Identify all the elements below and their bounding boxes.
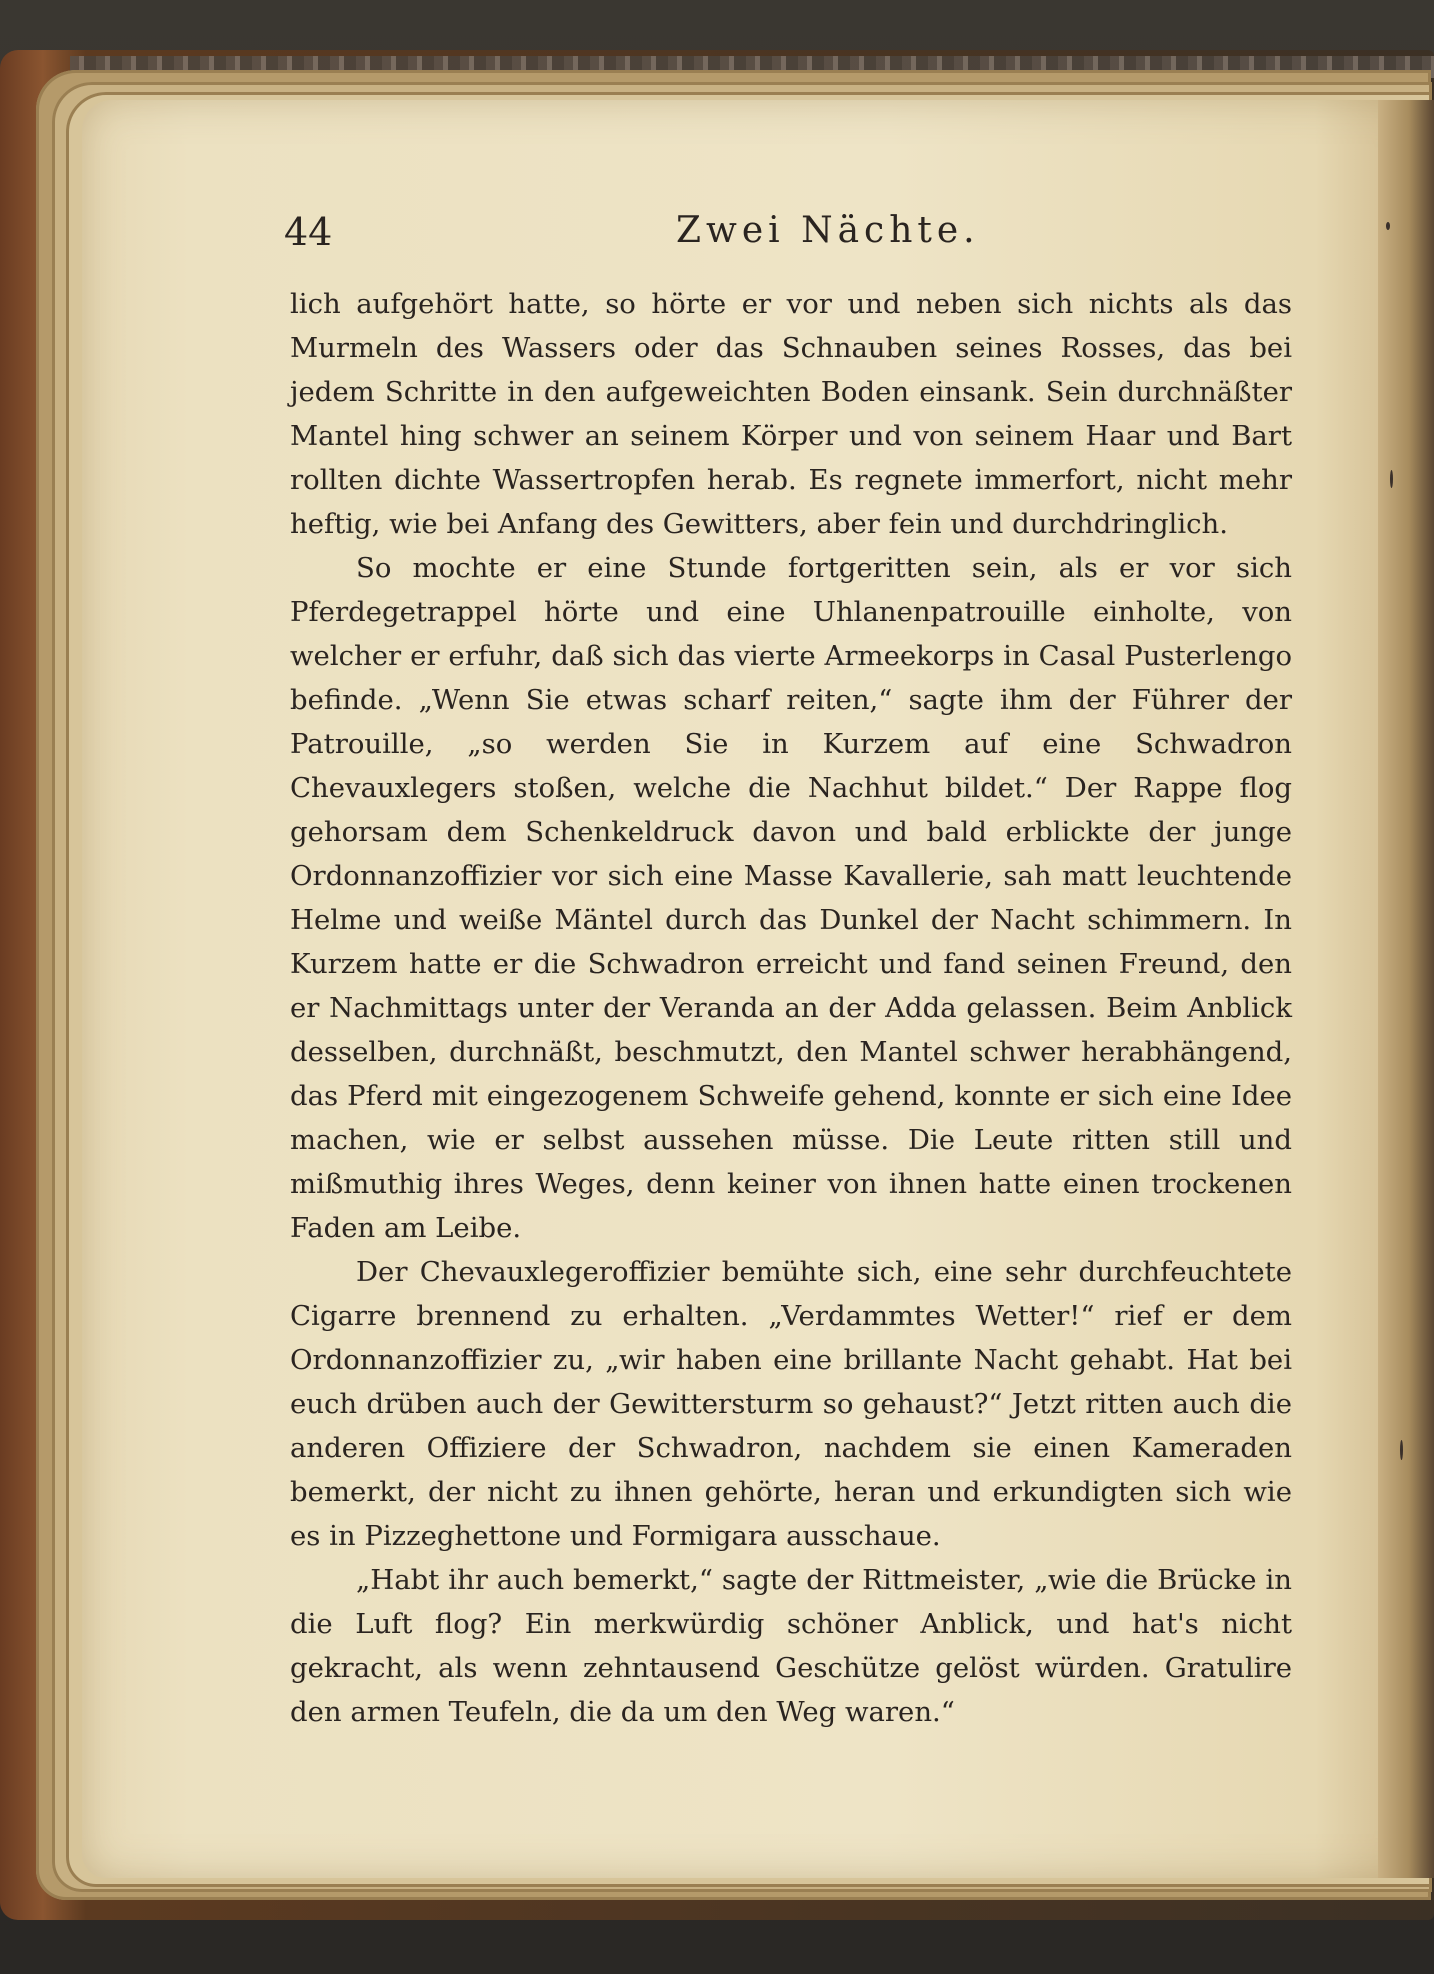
paragraph: „Habt ihr auch bemerkt,“ sagte der Rittmeister, „wie die Brücke in die Luft flog? Ein merkwürdig schöner Anblick, und hat's nicht gekracht, als wenn zehntausend Geschütze gelöst würden. Gratulire den armen Teufeln, die da um den Weg waren.“ (290, 1564, 1292, 1728)
page-number: 44 (284, 210, 333, 254)
body-text (290, 282, 1292, 1734)
page-header (284, 210, 1294, 270)
ink-spot (1386, 222, 1390, 230)
ink-spot (1390, 470, 1393, 488)
book-gutter (1378, 100, 1434, 1878)
paragraph: So mochte er eine Stunde fortgeritten sein, als er vor sich Pferdegetrappel hörte und eine Uhlanenpatrouille einholte, von welcher er erfuhr, daß sich das vierte Armeekorps in Casal Pusterlengo befinde. „Wenn Sie etwas scharf reiten,“ sagte ihm der Führer der Patrouille, „so werden Sie in Kurzem auf eine Schwadron Chevauxlegers stoßen, welche die Nachhut bildet.“ Der Rappe flog gehorsam dem Schenkeldruck davon und bald erblickte der junge Ordonnanzoffizier vor sich eine Masse Kavallerie, sah matt leuchtende Helme und weiße Mäntel durch das Dunkel der Nacht schimmern. In Kurzem hatte er die Schwadron erreicht und fand seinen Freund, den er Nachmittags unter der Veranda an der Adda gelassen. Beim Anblick desselben, durchnäßt, beschmutzt, den Mantel schwer herabhängend, das Pferd mit eingezogenem Schweife gehend, konnte er sich eine Idee machen, wie er selbst aussehen müsse. Die Leute ritten still und mißmuthig ihres Weges, denn keiner von ihnen hatte einen trockenen Faden am Leibe. (290, 552, 1292, 1244)
paragraph: lich aufgehört hatte, so hörte er vor und neben sich nichts als das Murmeln des Wassers oder das Schnauben seines Rosses, das bei jedem Schritte in den aufgeweichten Boden einsank. Sein durchnäßter Mantel hing schwer an seinem Körper und von seinem Haar und Bart rollten dichte Wassertropfen herab. Es regnete immerfort, nicht mehr heftig, wie bei Anfang des Gewitters, aber fein und durchdringlich. (290, 288, 1292, 540)
running-title: Zwei Nächte. (676, 210, 980, 251)
paragraph: Der Chevauxlegeroffizier bemühte sich, eine sehr durchfeuchtete Cigarre brennend zu erhalten. „Verdammtes Wetter!“ rief er dem Ordonnanzoffizier zu, „wir haben eine brillante Nacht gehabt. Hat bei euch drüben auch der Gewittersturm so gehaust?“ Jetzt ritten auch die anderen Offiziere der Schwadron, nachdem sie einen Kameraden bemerkt, der nicht zu ihnen gehörte, heran und erkundigten sich wie es in Pizzeghettone und Formigara ausschaue. (290, 1256, 1292, 1552)
ink-spot (1400, 1440, 1403, 1460)
